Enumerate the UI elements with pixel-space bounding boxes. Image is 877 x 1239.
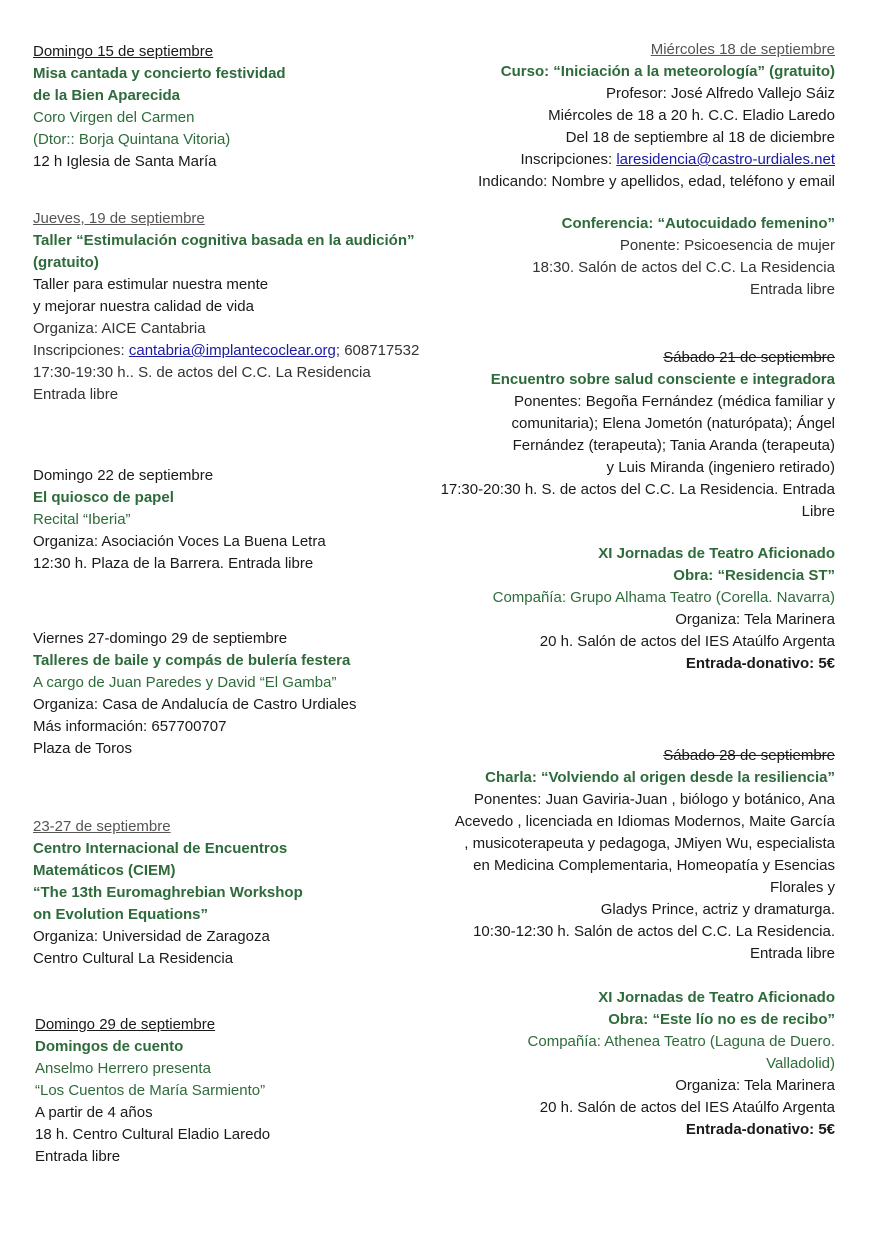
inscription-label: Inscripciones:	[33, 342, 129, 359]
event-detail: Organiza: Universidad de Zaragoza	[33, 928, 270, 945]
event-detail: Acevedo , licenciada en Idiomas Modernos, Maite García	[454, 813, 835, 830]
event-detail: , musicoterapeuta y pedagoga, JMiyen Wu, especialista	[464, 835, 835, 852]
event-detail: Profesor: José Alfredo Vallejo Sáiz	[605, 85, 835, 102]
event-subtitle: Valladolid)	[766, 1055, 835, 1072]
event-subtitle: “Los Cuentos de María Sarmiento”	[35, 1082, 266, 1099]
event-detail: Entrada libre	[35, 1148, 121, 1165]
event-detail: Organiza: Casa de Andalucía de Castro Urdiales	[33, 696, 357, 713]
event-detail: Entrada libre	[749, 945, 835, 962]
event-subtitle: Compañía: Grupo Alhama Teatro (Corella. Navarra)	[492, 589, 835, 606]
event-title: (gratuito)	[33, 254, 99, 271]
event-title: Centro Internacional de Encuentros	[33, 840, 288, 857]
event-detail: Taller para estimular nuestra mente	[33, 276, 269, 293]
event-detail: Ponentes: Begoña Fernández (médica familiar y	[513, 393, 835, 410]
event-title: XI Jornadas de Teatro Aficionado	[598, 989, 835, 1006]
event-detail: 20 h. Salón de actos del IES Ataúlfo Argenta	[539, 1099, 835, 1116]
event-sat-21	[395, 347, 835, 523]
event-detail: 10:30-12:30 h. Salón de actos del C.C. La Residencia.	[473, 923, 835, 940]
event-detail: (Dtor:: Borja Quintana Vitoria)	[33, 131, 231, 148]
email-link[interactable]: laresidencia@castro-urdiales.net	[616, 151, 835, 168]
event-title: Matemáticos (CIEM)	[33, 862, 176, 879]
event-detail: Organiza: AICE Cantabria	[33, 320, 206, 337]
event-detail: y Luis Miranda (ingeniero retirado)	[606, 459, 835, 476]
event-date: Domingo 29 de septiembre	[35, 1016, 216, 1033]
event-subtitle: Anselmo Herrero presenta	[35, 1060, 211, 1077]
event-detail: 12:30 h. Plaza de la Barrera. Entrada libre	[33, 555, 314, 572]
event-sun-29	[35, 1014, 465, 1168]
event-detail: Más información: 657700707	[33, 718, 227, 735]
event-detail: 17:30-19:30 h.. S. de actos del C.C. La Residencia	[33, 364, 371, 381]
event-date: Domingo 22 de septiembre	[33, 467, 214, 484]
event-title: Obra: “Este lío no es de recibo”	[608, 1011, 835, 1028]
event-detail: Coro Virgen del Carmen	[33, 109, 195, 126]
event-detail: Entrada libre	[33, 386, 119, 403]
event-title: XI Jornadas de Teatro Aficionado	[598, 545, 835, 562]
price: Entrada-donativo: 5€	[685, 655, 835, 672]
event-date: Sábado 28 de septiembre	[663, 747, 835, 764]
event-title: on Evolution Equations”	[33, 906, 208, 923]
event-subtitle: A cargo de Juan Paredes y David “El Gamba”	[33, 674, 337, 691]
inscription-label: Inscripciones:	[520, 151, 617, 168]
event-date: 23-27 de septiembre	[33, 818, 171, 835]
event-sun-15	[33, 41, 463, 173]
event-date: Sábado 21 de septiembre	[663, 349, 835, 366]
email-link[interactable]: cantabria@implantecoclear.org;	[128, 342, 341, 359]
event-detail: 18:30. Salón de actos del C.C. La Residencia	[532, 259, 835, 276]
event-detail: Plaza de Toros	[33, 740, 132, 757]
event-teatro-1	[405, 543, 835, 675]
event-detail: 12 h Iglesia de Santa María	[33, 153, 217, 170]
event-date: Jueves, 19 de septiembre	[33, 210, 205, 227]
event-detail: 17:30-20:30 h. S. de actos del C.C. La Residencia. Entrada	[440, 481, 835, 498]
event-title: Charla: “Volviendo al origen desde la resiliencia”	[485, 769, 835, 786]
event-detail: 18 h. Centro Cultural Eladio Laredo	[35, 1126, 271, 1143]
event-detail: A partir de 4 años	[35, 1104, 153, 1121]
event-detail: y mejorar nuestra calidad de vida	[33, 298, 254, 315]
event-title: Talleres de baile y compás de bulería festera	[33, 652, 351, 669]
event-detail: Del 18 de septiembre al 18 de diciembre	[565, 129, 835, 146]
event-detail: Ponente: Psicoesencia de mujer	[619, 237, 835, 254]
event-title: Conferencia: “Autocuidado femenino”	[561, 215, 835, 232]
event-detail: Organiza: Tela Marinera	[675, 611, 835, 628]
event-detail: comunitaria); Elena Jometón (naturópata); Ángel	[511, 415, 835, 432]
event-detail: Miércoles de 18 a 20 h. C.C. Eladio Laredo	[548, 107, 835, 124]
price: Entrada-donativo: 5€	[685, 1121, 835, 1138]
event-detail: Organiza: Tela Marinera	[675, 1077, 835, 1094]
event-sat-28	[395, 745, 835, 965]
event-subtitle: Recital “Iberia”	[33, 511, 131, 528]
event-title: Misa cantada y concierto festividad	[33, 65, 286, 82]
event-date: Viernes 27-domingo 29 de septiembre	[33, 630, 288, 647]
event-detail: en Medicina Complementaria, Homeopatía y Esencias	[473, 857, 835, 874]
event-detail: Organiza: Asociación Voces La Buena Letra	[33, 533, 326, 550]
event-wed-18	[405, 39, 835, 193]
event-detail: Libre	[801, 503, 835, 520]
event-date: Miércoles 18 de septiembre	[650, 41, 835, 58]
event-title: Encuentro sobre salud consciente e integradora	[490, 371, 835, 388]
event-title: de la Bien Aparecida	[33, 87, 180, 104]
event-detail: Florales y	[769, 879, 835, 896]
event-detail: Centro Cultural La Residencia	[33, 950, 234, 967]
event-fri-27	[33, 628, 463, 760]
event-teatro-2	[405, 987, 835, 1141]
event-detail: 20 h. Salón de actos del IES Ataúlfo Argenta	[539, 633, 835, 650]
event-detail: Fernández (terapeuta); Tania Aranda (terapeuta)	[512, 437, 835, 454]
event-title: Obra: “Residencia ST”	[673, 567, 835, 584]
event-conferencia	[405, 213, 835, 301]
event-title: Taller “Estimulación cognitiva basada en la audición”	[33, 232, 415, 249]
event-detail: Entrada libre	[749, 281, 835, 298]
event-title: Domingos de cuento	[35, 1038, 184, 1055]
event-title: El quiosco de papel	[33, 489, 174, 506]
event-date: Domingo 15 de septiembre	[33, 43, 214, 60]
event-detail: Ponentes: Juan Gaviria-Juan , biólogo y botánico, Ana	[473, 791, 835, 808]
event-title: Curso: “Iniciación a la meteorología” (gratuito)	[500, 63, 835, 80]
inscription-line	[405, 149, 835, 171]
event-detail: Gladys Prince, actriz y dramaturga.	[600, 901, 835, 918]
phone-number: 608717532	[340, 342, 420, 359]
event-subtitle: Compañía: Athenea Teatro (Laguna de Duero.	[527, 1033, 835, 1050]
event-title: “The 13th Euromaghrebian Workshop	[33, 884, 303, 901]
event-detail: Indicando: Nombre y apellidos, edad, teléfono y email	[478, 173, 835, 190]
